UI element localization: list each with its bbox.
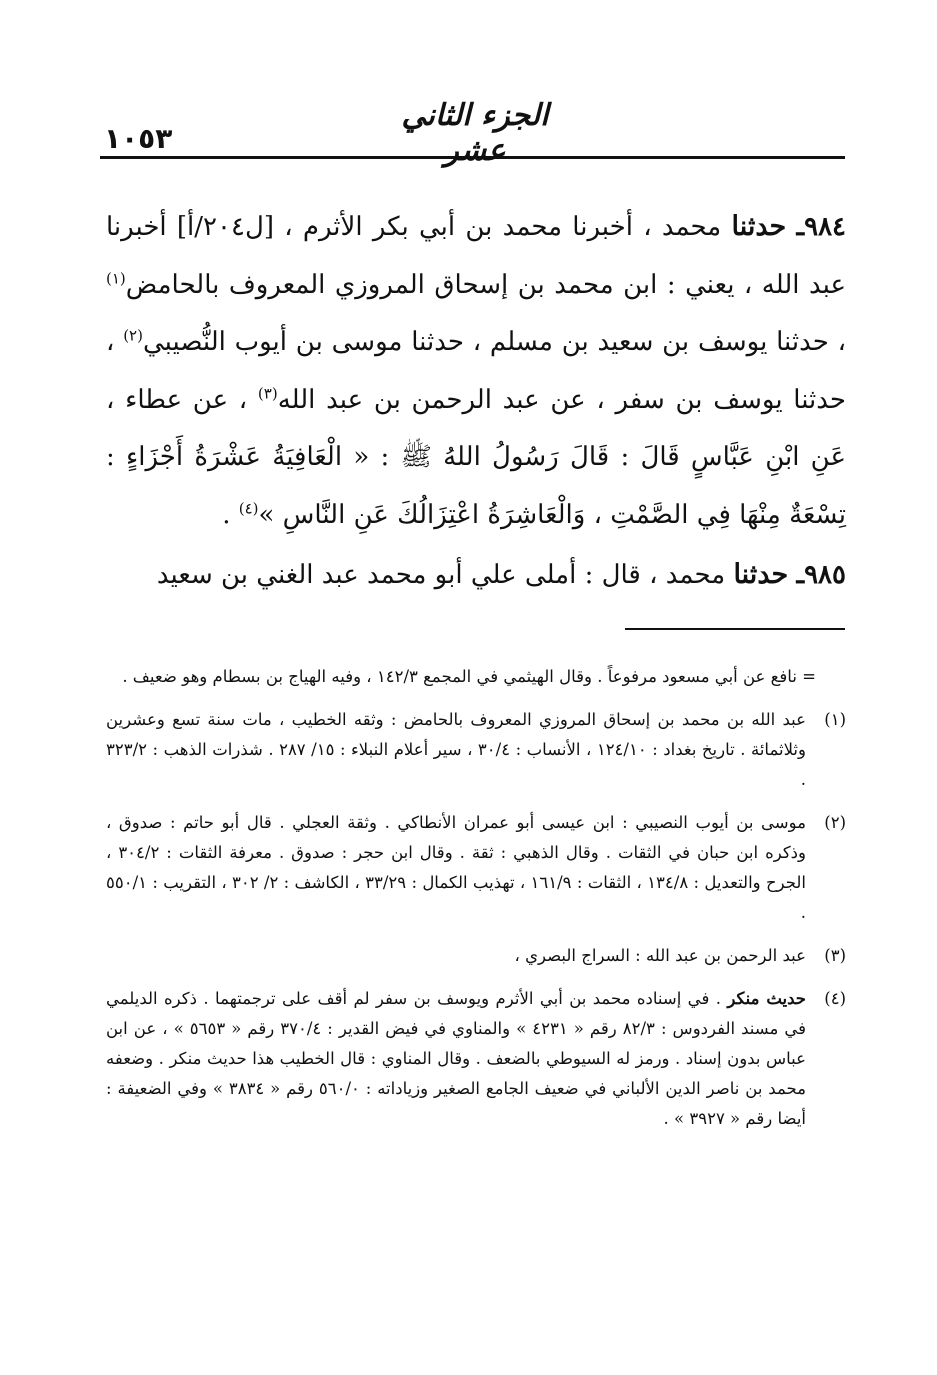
hadith-text: محمد ، قال : أملى علي أبو محمد عبد الغني بن سعيد (156, 560, 734, 590)
footnote-marker: (٤) (824, 989, 846, 1008)
footnote-divider (625, 628, 845, 630)
footnote-1 (106, 705, 846, 795)
footnote-marker: (٣) (824, 946, 846, 965)
hadith-text: ، حدثنا يوسف بن سعيد بن مسلم ، حدثنا موسى بن أيوب النُّصيبي (142, 327, 847, 357)
footnote-4 (106, 984, 846, 1134)
hadith-text: . (222, 499, 239, 530)
footnote-marker: (٢) (824, 813, 846, 832)
footnote-ref[interactable]: (٣) (257, 383, 278, 402)
footnote-continuation: = نافع عن أبي مسعود مرفوعاً . وقال الهيثمي في المجمع ١٤٢/٣ ، وفيه الهياج بن بسطام وهو ضعيف . (122, 667, 816, 686)
footnote-ref[interactable]: (٤) (238, 498, 259, 517)
hadith-text: ، حدثنا يوسف بن سفر ، عن عبد الرحمن بن عبد الله (106, 327, 847, 415)
hadith-985 (106, 546, 846, 605)
hadith-number: ٩٨٥ـ (796, 560, 846, 590)
footnote-2 (106, 808, 846, 928)
footnote-text: . في إسناده محمد بن أبي الأثرم ويوسف بن سفر لم أقف على ترجمتهما . ذكره الديلمي في مسند الفردوس : ٨٢/٣ رقم « ٤٢٣١ » والمناوي في فيض القدير : ٣٧٠/٤ رقم « ٥٦٥٣ » ، عن ابن عباس بدون إسناد . ورمز له السيوطي بالضعف . وقال المناوي : قال الخطيب هذا حديث منكر . وضعفه محمد بن ناصر الدين الألباني في ضعيف الجامع الصغير وزياداته : ٥٦٠/٠ رقم « ٣٨٣٤ » وفي الضعيفة : أيضا رقم « ٣٩٢٧ » . (106, 989, 806, 1128)
running-head: الجزء الثاني عشر (401, 98, 549, 168)
footnote-3 (106, 941, 846, 971)
page-header (100, 92, 845, 168)
header-rule (100, 156, 845, 159)
hadith-number: ٩٨٤ـ (796, 212, 847, 242)
main-text (106, 198, 846, 605)
hadith-label: حدثنا (733, 559, 789, 590)
hadith-984 (106, 198, 846, 544)
page-number: ١٠٥٣ (104, 122, 173, 155)
footnote-text: عبد الرحمن بن عبد الله : السراج البصري ، (514, 946, 806, 965)
hadith-label: حدثنا (731, 211, 787, 242)
footnote-verdict: حديث منكر (727, 989, 807, 1008)
hadith-text: ، عن عطاء ، عَنِ ابْنِ عَبَّاسٍ قَالَ : قَالَ رَسُولُ اللهُ ﷺ : « الْعَافِيَةُ عَشْرَةُ أَجْزَاءٍ : تِسْعَةٌ مِنْهَا فِي الصَّمْتِ ، وَالْعَاشِرَةُ اعْتِزَالُكَ عَنِ النَّاسِ » (106, 384, 846, 530)
footnote-ref[interactable]: (٢) (123, 326, 143, 345)
footnote-text: موسى بن أيوب النصيبي : ابن عيسى أبو عمران الأنطاكي . وثقة العجلي . قال أبو حاتم : صدوق ، وذكره ابن حبان في الثقات . وقال الذهبي : ثقة . وقال ابن حجر : صدوق . معرفة الثقات : ٣٠٤/٢ ، الجرح والتعديل : ١٣٤/٨ ، الثقات : ١٦١/٩ ، تهذيب الكمال : ٣٣/٢٩ ، الكاشف : ٢/ ٣٠٢ ، التقريب : ٥٥٠/١ . (106, 813, 806, 922)
footnote-ref[interactable]: (١) (106, 268, 126, 287)
footnote-marker: (١) (824, 710, 846, 729)
footnote-text: عبد الله بن محمد بن إسحاق المروزي المعروف بالحامض : وثقه الخطيب ، مات سنة تسع وعشرين وثلاثمائة . تاريخ بغداد : ١٢٤/١٠ ، الأنساب : ٣٠/٤ ، سير أعلام النبلاء : ١٥/ ٢٨٧ . شذرات الذهب : ٣٢٣/٢ . (106, 710, 806, 789)
hadith-text: محمد ، أخبرنا محمد بن أبي بكر الأثرم ، [ل٢٠٤/أ] أخبرنا عبد الله ، يعني : ابن محمد بن إسحاق المروزي المعروف بالحامض (106, 212, 846, 300)
footnotes (106, 662, 846, 1147)
